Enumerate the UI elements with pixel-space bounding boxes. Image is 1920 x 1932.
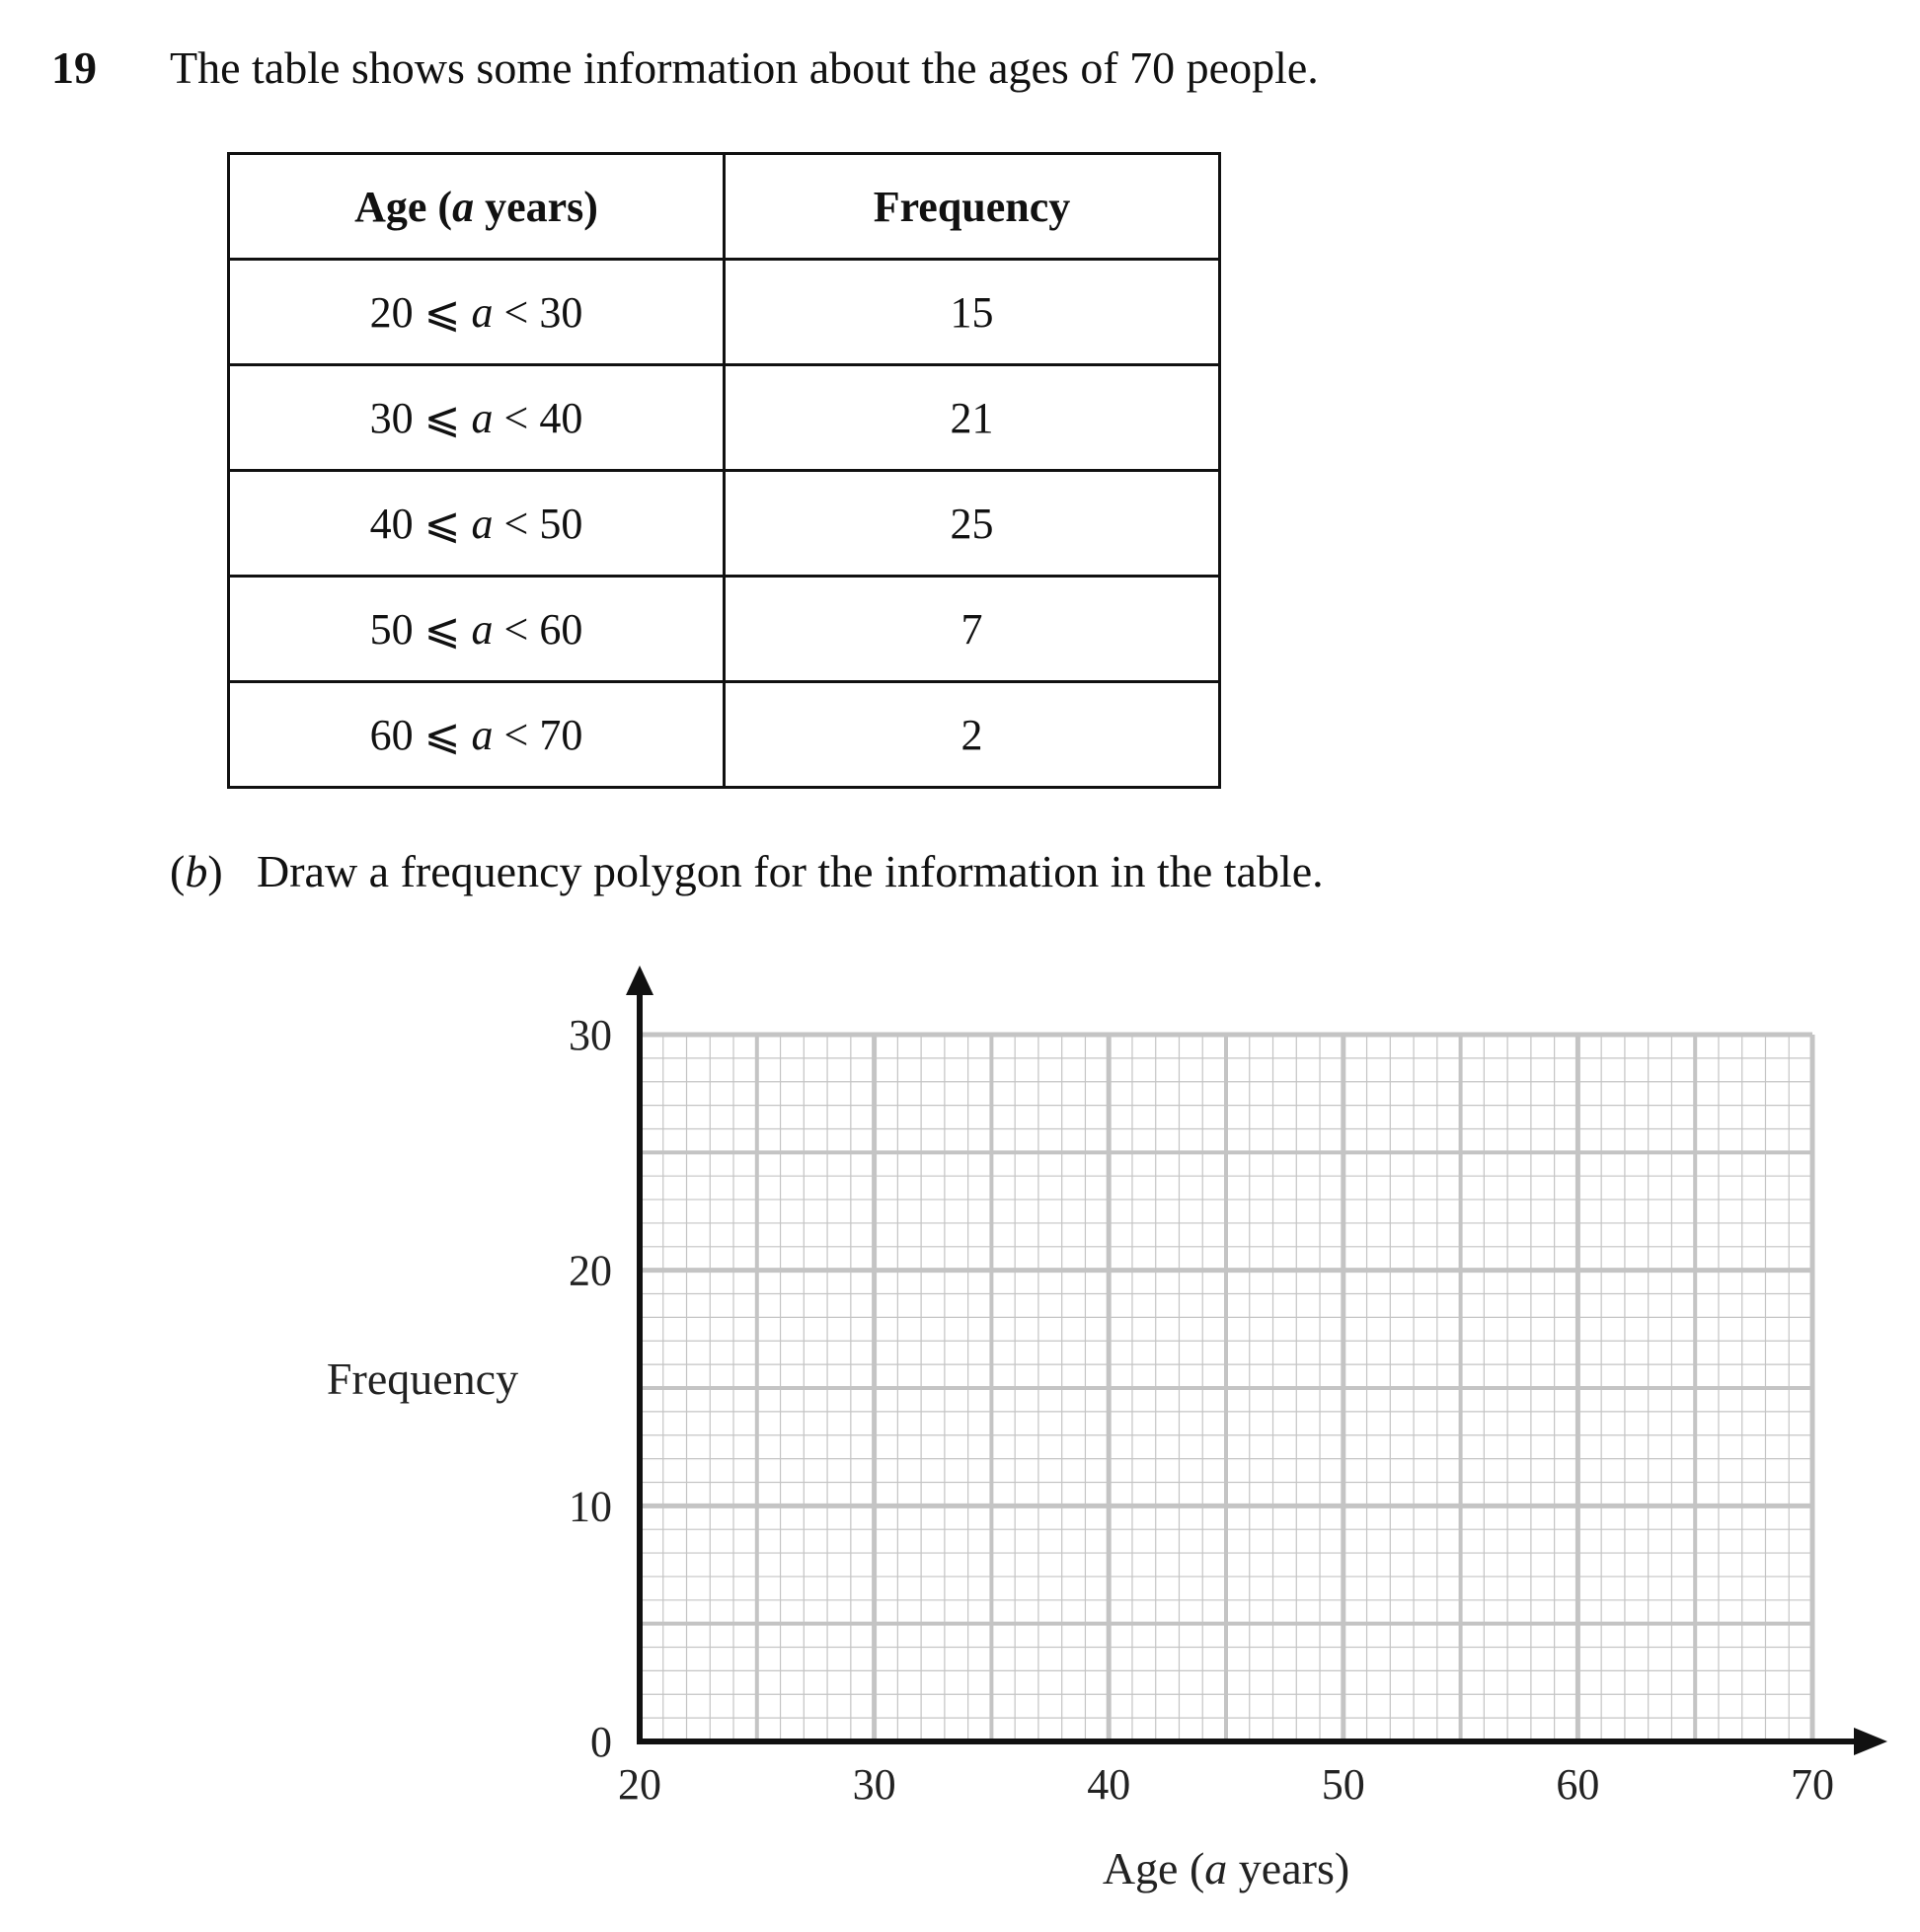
age-interval-cell: 50 ⩽ a < 60 bbox=[229, 577, 725, 682]
x-tick-label: 30 bbox=[852, 1760, 896, 1809]
x-tick-label: 50 bbox=[1321, 1760, 1365, 1809]
header-frequency: Frequency bbox=[725, 154, 1220, 260]
part-b-text: Draw a frequency polygon for the information in the table. bbox=[257, 846, 1324, 896]
age-interval-cell: 30 ⩽ a < 40 bbox=[229, 365, 725, 471]
age-interval-cell: 40 ⩽ a < 50 bbox=[229, 471, 725, 577]
y-tick-label: 20 bbox=[569, 1246, 612, 1295]
frequency-cell: 15 bbox=[725, 260, 1220, 365]
question-number: 19 bbox=[51, 42, 97, 93]
x-tick-label: 20 bbox=[618, 1760, 661, 1809]
y-tick-label: 30 bbox=[569, 1011, 612, 1059]
frequency-cell: 25 bbox=[725, 471, 1220, 577]
age-interval-cell: 20 ⩽ a < 30 bbox=[229, 260, 725, 365]
graph-paper-grid bbox=[640, 1035, 1812, 1741]
y-tick-label: 10 bbox=[569, 1482, 612, 1531]
x-axis-label: Age (a years) bbox=[1102, 1843, 1350, 1893]
x-tick-label: 40 bbox=[1087, 1760, 1131, 1809]
y-axis-arrow-icon bbox=[626, 966, 653, 995]
frequency-cell: 21 bbox=[725, 365, 1220, 471]
frequency-cell: 7 bbox=[725, 577, 1220, 682]
axes bbox=[626, 966, 1887, 1755]
y-axis-label: Frequency bbox=[326, 1353, 519, 1404]
x-tick-label: 60 bbox=[1556, 1760, 1600, 1809]
age-interval-cell: 60 ⩽ a < 70 bbox=[229, 682, 725, 788]
question-intro: The table shows some information about the ages of 70 people. bbox=[170, 42, 1319, 93]
frequency-cell: 2 bbox=[725, 682, 1220, 788]
header-age: Age (a years) bbox=[229, 154, 725, 260]
x-axis-arrow-icon bbox=[1854, 1728, 1887, 1755]
x-tick-label: 70 bbox=[1791, 1760, 1834, 1809]
part-b-label: (b) bbox=[170, 846, 223, 896]
y-tick-label: 0 bbox=[590, 1718, 612, 1766]
